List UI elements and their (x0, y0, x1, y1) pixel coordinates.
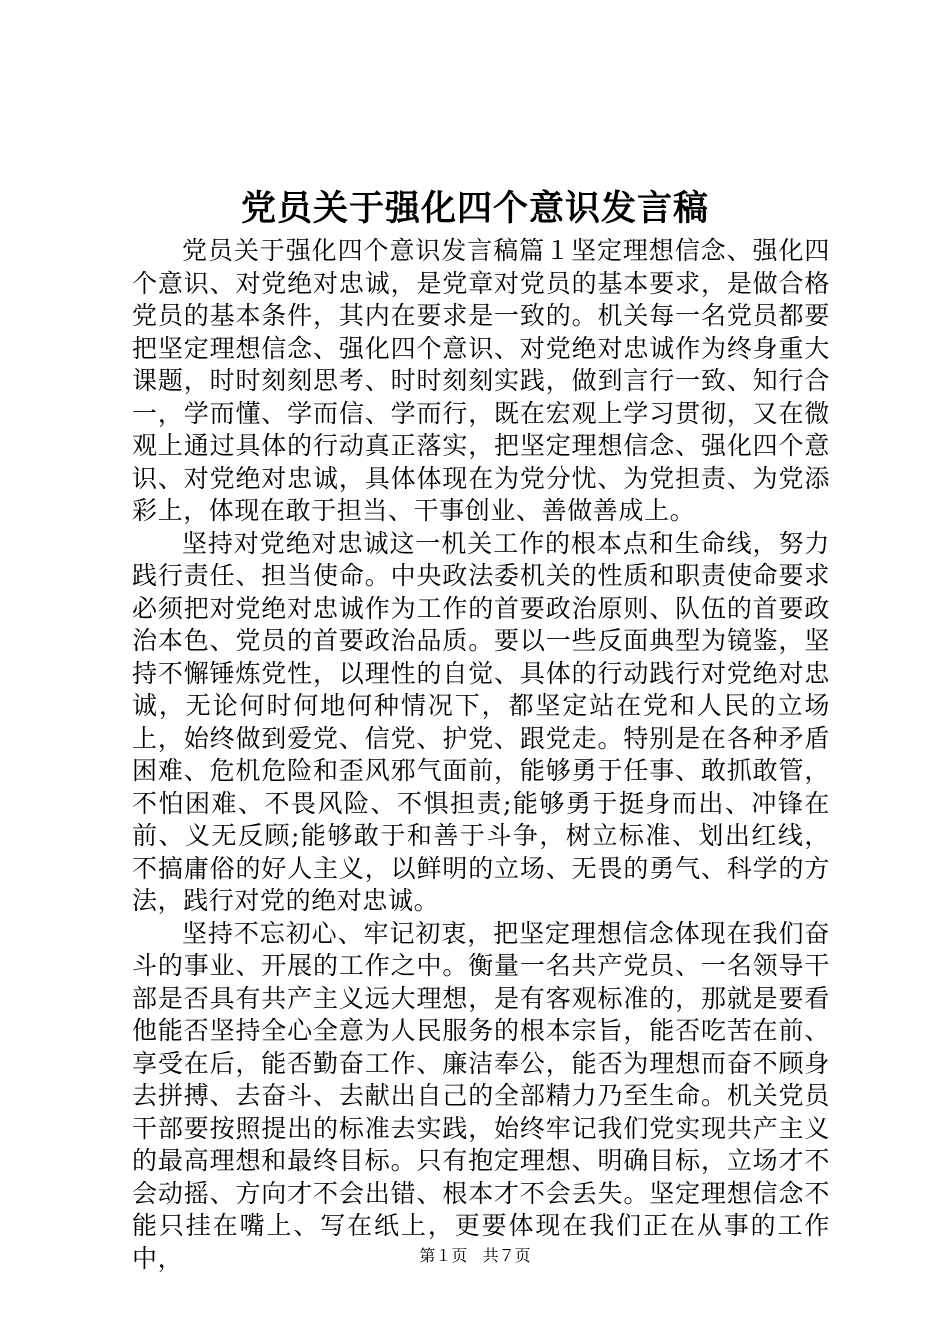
paragraph-2: 坚持对党绝对忠诚这一机关工作的根本点和生命线，努力践行责任、担当使命。中央政法委机关的性质和职责使命要求必须把对党绝对忠诚作为工作的首要政治原则、队伍的首要政治本色、党员的首要政治品质。要以一些反面典型为镜鉴，坚持不懈锤炼党性，以理性的自觉、具体的行动践行对党绝对忠诚，无论何时何地何种情况下，都坚定站在党和人民的立场上，始终做到爱党、信党、护党、跟党走。特别是在各种矛盾困难、危机危险和歪风邪气面前，能够勇于任事、敢抓敢管，不怕困难、不畏风险、不惧担责;能够勇于挺身而出、冲锋在前、义无反顾;能够敢于和善于斗争，树立标准、划出红线，不搞庸俗的好人主义，以鲜明的立场、无畏的勇气、科学的方法，践行对党的绝对忠诚。 (132, 528, 830, 915)
page-footer (0, 1244, 950, 1268)
page-separator (472, 1244, 477, 1268)
page-total: 共７页 (482, 1246, 531, 1265)
document-title: 党员关于强化四个意识发言稿 (240, 188, 709, 229)
paragraph-1: 党员关于强化四个意识发言稿篇１坚定理想信念、强化四个意识、对党绝对忠诚，是党章对党员的基本要求，是做合格党员的基本条件，其内在要求是一致的。机关每一名党员都要把坚定理想信念、强化四个意识、对党绝对忠诚作为终身重大课题，时时刻刻思考、时时刻刻实践，做到言行一致、知行合一，学而懂、学而信、学而行，既在宏观上学习贯彻，又在微观上通过具体的行动真正落实，把坚定理想信念、强化四个意识、对党绝对忠诚，具体体现在为党分忧、为党担责、为党添彩上，体现在敢于担当、干事创业、善做善成上。 (132, 236, 830, 525)
page-number: 第１页 (419, 1246, 468, 1265)
paragraph-3: 坚持不忘初心、牢记初衷，把坚定理想信念体现在我们奋斗的事业、开展的工作之中。衡量一名共产党员、一名领导干部是否具有共产主义远大理想，是有客观标准的，那就是要看他能否坚持全心全意为人民服务的根本宗旨，能否吃苦在前、享受在后，能否勤奋工作、廉洁奉公，能否为理想而奋不顾身去拼搏、去奋斗、去献出自己的全部精力乃至生命。机关党员干部要按照提出的标准去实践，始终牢记我们党实现共产主义的最高理想和最终目标。只有抱定理想、明确目标，立场才不会动摇、方向才不会出错、根本才不会丢失。坚定理想信念不能只挂在嘴上、写在纸上，更要体现在我们正在从事的工作中， (132, 918, 830, 1273)
document-body (132, 235, 830, 1275)
